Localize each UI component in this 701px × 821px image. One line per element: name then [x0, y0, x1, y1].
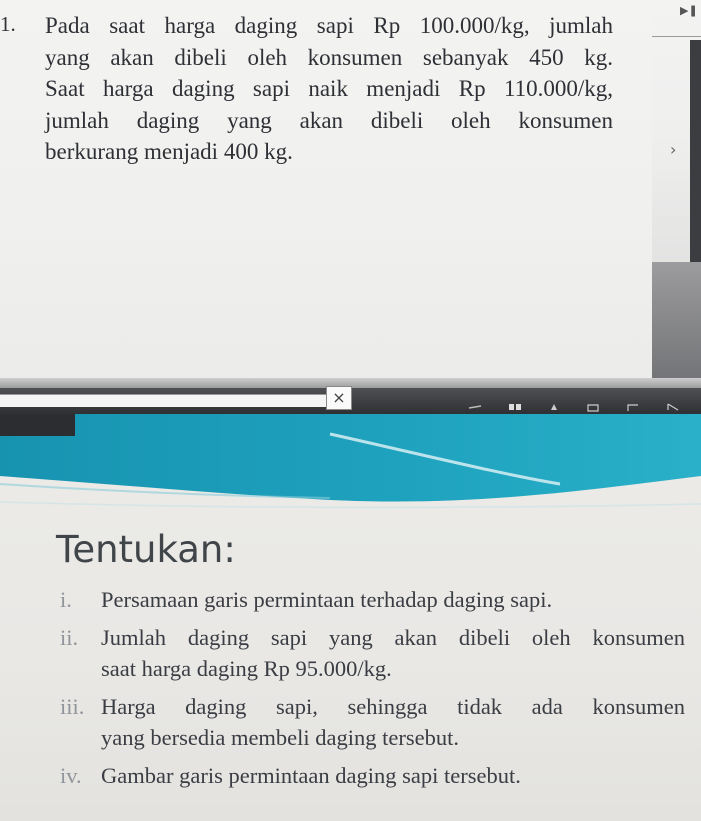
list-numeral: ii. [60, 624, 79, 650]
scrollbar-track [652, 262, 701, 392]
problem-statement [45, 10, 613, 168]
question-list [60, 584, 685, 797]
list-line: Gambar garis permintaan daging sapi tersebut. [101, 762, 521, 788]
list-numeral: iii. [60, 693, 85, 719]
screen-corner [0, 414, 75, 436]
problem-number: 1. [0, 12, 16, 36]
list-item [60, 760, 685, 792]
problem-line: jumlah daging yang akan dibeli oleh konsumen [45, 107, 613, 133]
list-item-text [101, 622, 685, 685]
list-line: Persamaan garis permintaan terhadap daging sapi. [101, 587, 553, 612]
problem-line: Saat harga daging sapi naik menjadi Rp 110.000/kg, [45, 76, 613, 101]
divider [652, 36, 701, 37]
list-item [60, 622, 685, 685]
slide [0, 414, 701, 821]
progress-track [0, 394, 340, 407]
skip-end-icon[interactable]: ▶❚ [680, 4, 698, 17]
back-icon[interactable] [468, 402, 482, 412]
window-icon[interactable] [586, 402, 600, 412]
slide-title: Tentukan: [56, 528, 236, 571]
scrollbar-thumb[interactable] [690, 40, 701, 262]
slide-header-decoration [0, 414, 701, 534]
list-item-text [101, 584, 685, 616]
vertical-scrollbar[interactable] [652, 0, 701, 392]
chevron-right-icon[interactable]: › [670, 140, 677, 159]
expand-icon[interactable] [626, 402, 640, 412]
list-item-text [101, 691, 685, 754]
close-button[interactable]: × [326, 386, 352, 410]
grid-icon[interactable] [508, 402, 522, 412]
list-item [60, 584, 685, 616]
pointer-icon[interactable] [548, 402, 560, 412]
list-item-text [101, 760, 685, 792]
problem-line: berkurang menjadi 400 kg. [45, 139, 293, 164]
list-line: yang bersedia membeli daging tersebut. [101, 725, 460, 750]
problem-line: yang akan dibeli oleh konsumen sebanyak 450 kg. [45, 44, 613, 70]
list-line: Jumlah daging sapi yang akan dibeli oleh konsumen [101, 624, 685, 650]
list-numeral: i. [60, 587, 72, 612]
list-numeral: iv. [60, 762, 82, 788]
problem-line: Pada saat harga daging sapi Rp 100.000/kg, jumlah [45, 13, 613, 38]
document-page [0, 0, 652, 392]
arrow-icon[interactable] [666, 402, 680, 412]
list-line: saat harga daging Rp 95.000/kg. [101, 656, 392, 681]
list-line: Harga daging sapi, sehingga tidak ada konsumen [101, 693, 685, 719]
list-item [60, 691, 685, 754]
